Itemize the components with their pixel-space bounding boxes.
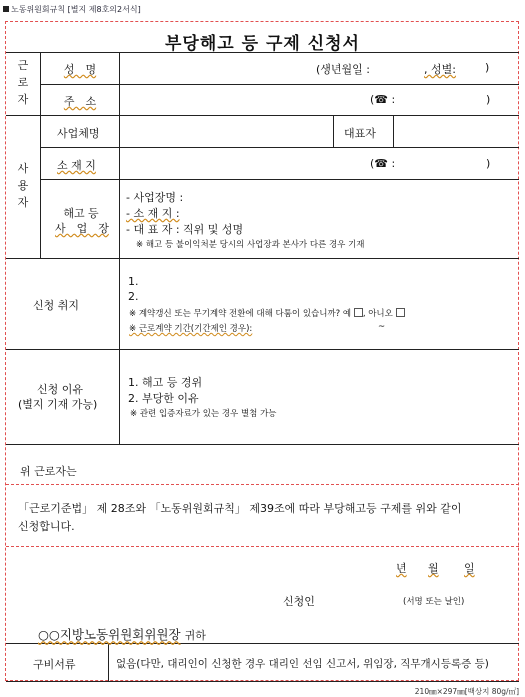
dismissal-label-1: 해고 등 (63, 207, 99, 220)
attachments-label: 구비서류 (33, 658, 76, 671)
rule (119, 52, 120, 444)
declaration-body-2: 신청합니다. (18, 520, 75, 533)
declaration-body-1: 「근로기준법」 제 28조와 「노동위원회규칙」 제39조에 따라 부당해고등 구제를 위와 같이 (18, 502, 462, 515)
address-label: 주 소 (63, 95, 97, 108)
employer-section-label: 사 용 자 (17, 162, 29, 209)
birth-label: (생년월일 : (316, 63, 370, 76)
purpose-line-2: 2. (128, 290, 139, 303)
declaration-intro: 위 근로자는 (20, 465, 77, 478)
rule (393, 115, 394, 147)
dismissal-line-representative: - 대 표 자 : 직위 및 성명 (126, 223, 244, 236)
rule (40, 84, 519, 85)
employer-phone-close: ) (486, 157, 491, 170)
rule (6, 349, 519, 350)
reason-line-1: 1. 해고 등 경위 (128, 376, 203, 389)
rule (6, 643, 519, 644)
rule (6, 444, 519, 445)
purpose-label: 신청 취지 (33, 299, 80, 312)
reason-note: ※ 관련 입증자료가 있는 경우 별첨 가능 (130, 409, 277, 419)
dismissal-label-2: 사 업 장 (55, 222, 109, 235)
applicant-label: 신청인 (283, 595, 315, 608)
company-label: 사업체명 (57, 127, 100, 140)
dismissal-line-location: - 소 재 지 : (126, 207, 180, 220)
form-tag-text: 노동위원회규칙 [별지 제8호의2서식] (11, 5, 141, 14)
rule (40, 179, 519, 180)
date-month: 월 (428, 562, 439, 575)
dismissal-note: ※ 해고 등 불이익처분 당시의 사업장과 본사가 다른 경우 기재 (136, 240, 365, 250)
rule (40, 147, 519, 148)
dashed-rule (6, 546, 519, 547)
name-label: 성 명 (63, 63, 97, 76)
gender-label: , 성별: (424, 63, 456, 76)
location-label: 소 재 지 (57, 159, 96, 172)
yes-checkbox[interactable] (354, 308, 363, 317)
representative-label: 대표자 (344, 127, 376, 140)
reason-line-2: 2. 부당한 이유 (128, 392, 199, 405)
rule (6, 115, 519, 116)
attachments-text: 없음(다만, 대리인이 신청한 경우 대리인 선임 신고서, 위임장, 직무개시등록증 등) (116, 658, 489, 670)
rule (108, 643, 109, 681)
gender-close: ) (485, 61, 490, 74)
form-frame (5, 21, 519, 681)
date-year: 년 (396, 562, 407, 575)
square-icon (3, 6, 9, 12)
reason-label: 신청 이유 (37, 383, 84, 396)
purpose-note-period: ※ 근로계약 기간(기간제인 경우): ~ (129, 322, 386, 334)
form-title: 부당해고 등 구제 신청서 (165, 34, 360, 54)
purpose-line-1: 1. (128, 275, 139, 288)
no-checkbox[interactable] (396, 308, 405, 317)
dismissal-line-company: - 사업장명 : (126, 191, 184, 204)
dashed-rule (6, 484, 519, 485)
worker-phone-label: (☎ : (370, 93, 396, 106)
rule (6, 258, 519, 259)
table-top-rule (6, 52, 519, 53)
purpose-note-renewal: ※ 계약갱신 또는 무기계약 전환에 대해 다툼이 있습니까? 예 , 아니오 (129, 307, 405, 319)
paper-spec: 210㎜×297㎜[백상지 80g/㎡] (414, 687, 519, 696)
rule (40, 52, 41, 258)
worker-phone-close: ) (486, 93, 491, 106)
employer-phone-label: (☎ : (370, 157, 396, 170)
reason-label-sub: (별지 기재 가능) (18, 398, 98, 411)
date-day: 일 (464, 562, 475, 575)
table-bottom-rule (6, 681, 519, 682)
addressee: ○○지방노동위원회위원장 귀하 (38, 627, 206, 642)
form-tag (3, 4, 141, 15)
worker-section-label: 근 로 자 (17, 59, 29, 106)
signature-note: (서명 또는 날인) (403, 597, 465, 607)
rule (333, 115, 334, 147)
